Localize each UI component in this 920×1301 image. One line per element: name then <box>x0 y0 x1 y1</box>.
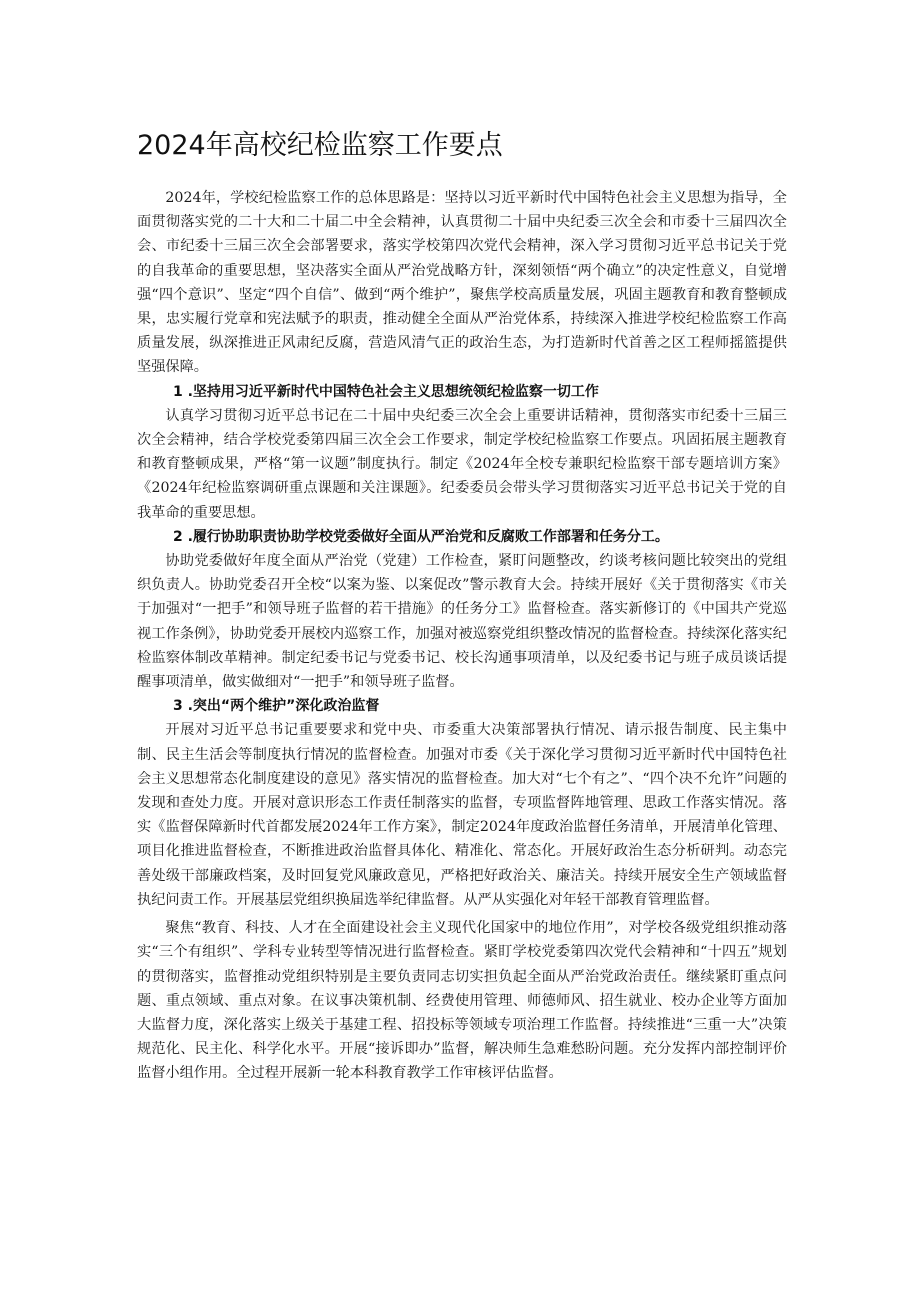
section-3 <box>137 694 787 1085</box>
section-paragraph: 开展对习近平总书记重要要求和党中央、市委重大决策部署执行情况、请示报告制度、民主集中制、民主生活会等制度执行情况的监督检查。加强对市委《关于深化学习贯彻习近平新时代中国特色社会主义思想常态化制度建设的意见》落实情况的监督检查。加大对“七个有之”、“四个决不允许”问题的发现和查处力度。开展对意识形态工作责任制落实的监督，专项监督阵地管理、思政工作落实情况。落实《监督保障新时代首都发展2024年工作方案》，制定2024年度政治监督任务清单，开展清单化管理、项目化推进监督检查，不断推进政治监督具体化、精准化、常态化。开展好政治生态分析研判。动态完善处级干部廉政档案，及时回复党风廉政意见，严格把好政治关、廉洁关。持续开展安全生产领域监督执纪问责工作。开展基层党组织换届选举纪律监督。从严从实强化对年轻干部教育管理监督。 <box>137 722 787 908</box>
section-paragraph: 协助党委做好年度全面从严治党（党建）工作检查，紧盯问题整改，约谈考核问题比较突出的党组织负责人。协助党委召开全校“以案为鉴、以案促改”警示教育大会。持续开展好《关于贯彻落实《市关于加强对“一把手”和领导班子监督的若干措施》的任务分工》监督检查。落实新修订的《中国共产党巡视工作条例》，协助党委开展校内巡察工作，加强对被巡察党组织整改情况的监督检查。持续深化落实纪检监察体制改革精神。制定纪委书记与党委书记、校长沟通事项清单，以及纪委书记与班子成员谈话提醒事项清单，做实做细对“一把手”和领导班子监督。 <box>137 553 787 691</box>
section-heading: 2 .履行协助职责协助学校党委做好全面从严治党和反腐败工作部署和任务分工。 <box>173 528 669 545</box>
section-heading: 3 .突出“两个维护”深化政治监督 <box>173 698 380 715</box>
document-title: 2024年高校纪检监察工作要点 <box>137 130 503 161</box>
section-paragraph: 聚焦“教育、科技、人才在全面建设社会主义现代化国家中的地位作用”，对学校各级党组织推动落实“三个有组织”、学科专业转型等情况进行监督检查。紧盯学校党委第四次党代会精神和“十四五”规划的贯彻落实，监督推动党组织特别是主要负责同志切实担负起全面从严治党政治责任。继续紧盯重点问题、重点领域、重点对象。在议事决策机制、经费使用管理、师德师风、招生就业、校办企业等方面加大监督力度，深化落实上级关于基建工程、招投标等领域专项治理工作监督。持续推进“三重一大”决策规范化、民主化、科学化水平。开展“接诉即办”监督，解决师生急难愁盼问题。充分发挥内部控制评价监督小组作用。全过程开展新一轮本科教育教学工作审核评估监督。 <box>137 920 787 1082</box>
section-heading: 1 .坚持用习近平新时代中国特色社会主义思想统领纪检监察一切工作 <box>173 383 599 400</box>
section-2 <box>137 525 787 694</box>
section-1 <box>137 380 787 525</box>
intro-paragraph: 2024年，学校纪检监察工作的总体思路是：坚持以习近平新时代中国特色社会主义思想为指导，全面贯彻落实党的二十大和二十届二中全会精神，认真贯彻二十届中央纪委三次全会和市委十三届四次全会、市纪委十三届三次全会部署要求，落实学校第四次党代会精神，深入学习贯彻习近平总书记关于党的自我革命的重要思想，坚决落实全面从严治党战略方针，深刻领悟“两个确立”的决定性意义，自觉增强“四个意识”、坚定“四个自信”、做到“两个维护”，聚焦学校高质量发展，巩固主题教育和教育整顿成果，忠实履行党章和宪法赋予的职责，推动健全全面从严治党体系，持续深入推进学校纪检监察工作高质量发展，纵深推进正风肃纪反腐，营造风清气正的政治生态，为打造新时代首善之区工程师摇篮提供坚强保障。 <box>137 190 787 376</box>
section-paragraph: 认真学习贯彻习近平总书记在二十届中央纪委三次全会上重要讲话精神，贯彻落实市纪委十三届三次全会精神，结合学校党委第四届三次全会工作要求，制定学校纪检监察工作要点。巩固拓展主题教育和教育整顿成果，严格“第一议题”制度执行。制定《2024年全校专兼职纪检监察干部专题培训方案》《2024年纪检监察调研重点课题和关注课题》。纪委委员会带头学习贯彻落实习近平总书记关于党的自我革命的重要思想。 <box>137 407 787 521</box>
document-page <box>137 128 787 1086</box>
